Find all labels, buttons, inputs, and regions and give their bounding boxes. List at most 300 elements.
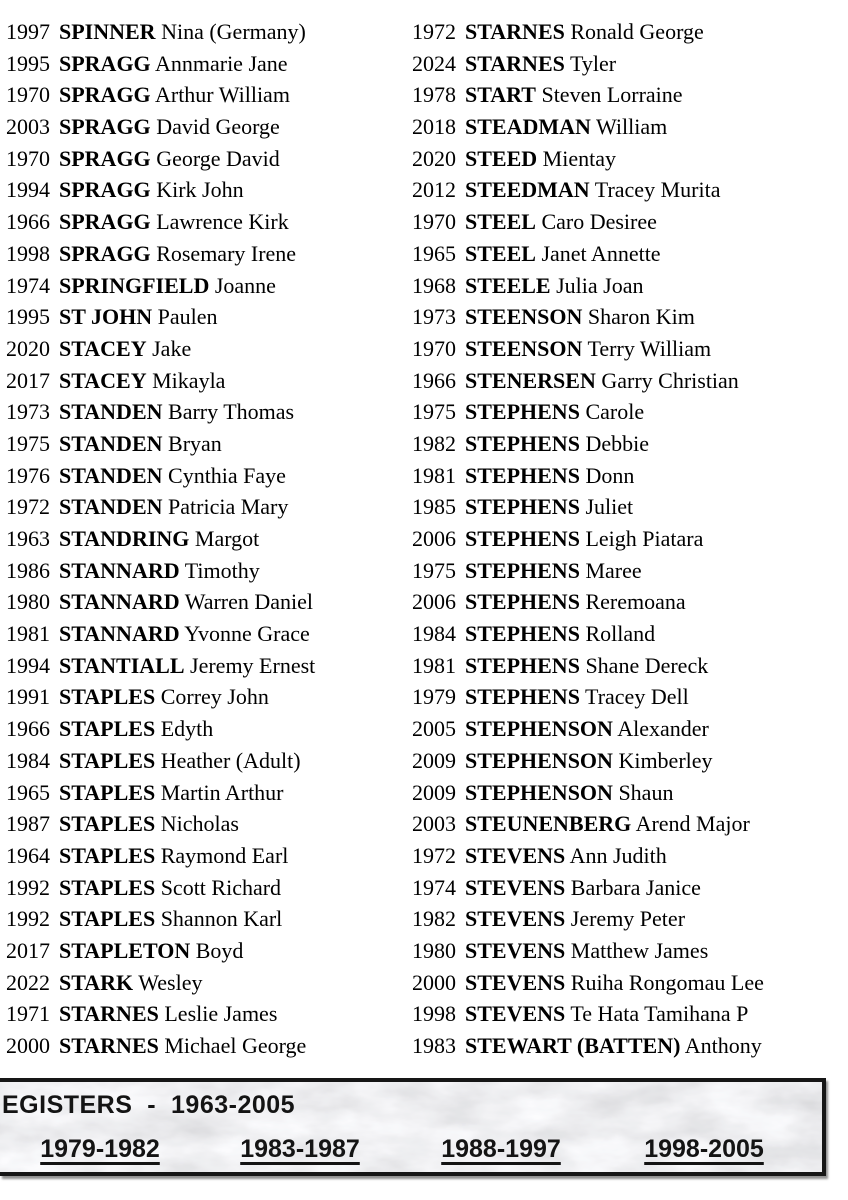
entry-surname: STEPHENS: [465, 430, 580, 456]
entry-year: 2020: [6, 335, 50, 361]
entry-name: [59, 1033, 306, 1058]
entry-year: 1972: [412, 19, 456, 44]
entry-year: 2003: [6, 114, 50, 140]
entry-year: 1966: [412, 367, 456, 393]
entry-name: [465, 82, 683, 107]
entry-name: [465, 19, 704, 44]
list-item: [412, 523, 846, 555]
entry-given-names: Wesley: [133, 969, 203, 995]
entry-name: [59, 970, 202, 995]
entry-surname: SPRAGG: [59, 145, 151, 171]
entry-surname: STEPHENS: [465, 589, 580, 615]
entry-surname: STANDEN: [59, 399, 163, 425]
entry-year: 1975: [6, 430, 50, 456]
entry-given-names: Lawrence Kirk: [150, 209, 289, 235]
entry-year: 1974: [6, 272, 50, 298]
entry-year: 1998: [6, 240, 50, 266]
entry-year: 1965: [6, 779, 50, 805]
list-item: [412, 206, 846, 238]
entry-given-names: Caro Desiree: [535, 209, 657, 235]
entry-given-names: Timothy: [179, 557, 260, 583]
list-item: [412, 777, 846, 809]
entry-given-names: Terry William: [582, 335, 712, 361]
entry-name: [59, 51, 288, 76]
entry-surname: STANNARD: [59, 589, 180, 615]
entry-name: [59, 780, 284, 805]
entry-year: 1992: [6, 906, 50, 932]
list-item: [412, 618, 846, 650]
entry-year: 1984: [412, 621, 456, 647]
entry-year: 2017: [6, 367, 50, 393]
banner-links: [0, 1082, 822, 1172]
list-item: [6, 238, 406, 270]
list-item: [6, 555, 406, 587]
list-item: [412, 903, 846, 935]
entry-surname: STEED: [465, 145, 538, 171]
entry-given-names: Jeremy Ernest: [184, 652, 316, 678]
entry-surname: STAPLES: [59, 684, 156, 710]
entry-name: [465, 684, 689, 709]
entry-given-names: Matthew James: [565, 937, 709, 963]
entry-name: [59, 273, 276, 298]
entry-given-names: Bryan: [162, 430, 222, 456]
entry-name: [59, 19, 306, 44]
entry-given-names: Ronald George: [564, 19, 704, 44]
entry-given-names: Kimberley: [612, 747, 713, 773]
entry-surname: SPRAGG: [59, 209, 151, 235]
list-item: [6, 998, 406, 1030]
entry-year: 1982: [412, 906, 456, 932]
list-item: [412, 174, 846, 206]
entry-year: 1985: [412, 494, 456, 520]
register-banner: [0, 1078, 826, 1176]
entry-year: 2020: [412, 145, 456, 171]
banner-title: EGISTERS - 1963-2005: [2, 1091, 296, 1119]
entry-surname: SPRAGG: [59, 82, 151, 108]
entry-year: 1983: [412, 1033, 456, 1058]
entry-name: [59, 368, 225, 393]
entry-surname: STEADMAN: [465, 114, 591, 140]
list-item: [412, 16, 846, 48]
entry-name: [59, 526, 259, 551]
list-item: [6, 808, 406, 840]
entry-given-names: Mikayla: [146, 367, 226, 393]
list-item: [6, 460, 406, 492]
entry-surname: STANNARD: [59, 621, 180, 647]
entry-surname: STEVENS: [465, 842, 566, 868]
entry-given-names: Shane Dereck: [579, 652, 709, 678]
entry-name: [59, 336, 191, 361]
entry-year: 1968: [412, 272, 456, 298]
register-link-1979-1982[interactable]: 1979-1982: [40, 1135, 160, 1163]
entry-name: [59, 463, 286, 488]
list-item: [412, 713, 846, 745]
list-item: [412, 681, 846, 713]
entry-name: [465, 526, 703, 551]
entry-surname: STEPHENS: [465, 399, 580, 425]
entry-year: 1970: [6, 82, 50, 108]
entry-year: 2000: [6, 1033, 50, 1058]
entry-year: 1973: [412, 304, 456, 330]
entry-given-names: Te Hata Tamihana P: [565, 1001, 749, 1027]
entry-name: [59, 146, 280, 171]
entry-given-names: George David: [150, 145, 280, 171]
list-item: [6, 206, 406, 238]
register-link-1998-2005[interactable]: 1998-2005: [644, 1135, 764, 1163]
entry-given-names: Maree: [579, 557, 642, 583]
entry-surname: STACEY: [59, 367, 147, 393]
entry-name: [465, 336, 711, 361]
entry-given-names: Nicholas: [155, 811, 239, 837]
entry-surname: STEPHENS: [465, 621, 580, 647]
entry-given-names: Rosemary Irene: [150, 240, 297, 266]
entry-year: 1986: [6, 557, 50, 583]
entry-given-names: Arthur William: [150, 82, 290, 108]
list-item: [6, 713, 406, 745]
register-column-left: [6, 16, 406, 1062]
list-item: [6, 618, 406, 650]
entry-given-names: Leigh Piatara: [579, 526, 704, 551]
list-item: [412, 396, 846, 428]
entry-year: 1980: [412, 937, 456, 963]
entry-given-names: Annmarie Jane: [150, 50, 288, 76]
entry-surname: STAPLES: [59, 716, 156, 742]
entry-given-names: Anthony: [680, 1033, 762, 1058]
entry-surname: STAPLES: [59, 811, 156, 837]
entry-year: 1995: [6, 304, 50, 330]
entry-surname: STAPLES: [59, 906, 156, 932]
entry-surname: STEPHENS: [465, 526, 580, 551]
entry-year: 1966: [6, 209, 50, 235]
entry-surname: STEPHENS: [465, 652, 580, 678]
entry-year: 1975: [412, 557, 456, 583]
entry-given-names: David George: [150, 114, 280, 140]
entry-given-names: Mientay: [537, 145, 616, 171]
entry-name: [465, 875, 701, 900]
entry-surname: STEUNENBERG: [465, 811, 632, 837]
entry-year: 1976: [6, 462, 50, 488]
entry-year: 2012: [412, 177, 456, 203]
list-item: [412, 365, 846, 397]
entry-given-names: Garry Christian: [595, 367, 739, 393]
entry-surname: STANTIALL: [59, 652, 185, 678]
entry-given-names: Sharon Kim: [582, 304, 695, 330]
entry-given-names: Boyd: [190, 937, 244, 963]
entry-name: [465, 51, 616, 76]
entry-name: [465, 653, 708, 678]
entry-year: 1998: [412, 1001, 456, 1027]
register-link-1983-1987[interactable]: 1983-1987: [240, 1135, 360, 1163]
entry-name: [465, 970, 764, 995]
entry-given-names: Paulen: [152, 304, 218, 330]
list-item: [6, 396, 406, 428]
entry-year: 1972: [412, 842, 456, 868]
entry-given-names: Michael George: [158, 1033, 307, 1058]
entry-surname: SPRAGG: [59, 114, 151, 140]
list-item: [412, 1030, 846, 1062]
list-item: [6, 48, 406, 80]
entry-year: 1974: [412, 874, 456, 900]
entry-name: [59, 716, 213, 741]
register-link-1988-1997[interactable]: 1988-1997: [441, 1135, 561, 1163]
entry-surname: STEELE: [465, 272, 551, 298]
entry-name: [465, 843, 667, 868]
list-item: [412, 270, 846, 302]
entry-given-names: Patricia Mary: [162, 494, 289, 520]
entry-name: [59, 875, 281, 900]
entry-year: 2006: [412, 526, 456, 551]
entry-surname: STEPHENS: [465, 494, 580, 520]
list-item: [412, 650, 846, 682]
entry-surname: STANDEN: [59, 430, 163, 456]
entry-year: 1981: [412, 462, 456, 488]
entry-year: 2009: [412, 747, 456, 773]
entry-name: [465, 558, 642, 583]
entry-surname: STARNES: [59, 1033, 159, 1058]
entry-year: 1995: [6, 50, 50, 76]
entry-year: 1970: [412, 335, 456, 361]
entry-year: 1997: [6, 19, 50, 44]
entry-year: 1970: [6, 145, 50, 171]
entry-given-names: Jeremy Peter: [565, 906, 686, 932]
list-item: [6, 935, 406, 967]
list-item: [412, 586, 846, 618]
entry-name: [465, 431, 649, 456]
list-item: [6, 967, 406, 999]
entry-name: [59, 843, 288, 868]
entry-given-names: Reremoana: [579, 589, 686, 615]
entry-surname: STAPLES: [59, 779, 156, 805]
entry-name: [465, 177, 720, 202]
entry-given-names: Yvonne Grace: [179, 621, 310, 647]
entry-given-names: Joanne: [209, 272, 276, 298]
entry-year: 1978: [412, 82, 456, 108]
entry-name: [59, 684, 269, 709]
entry-name: [465, 1001, 748, 1026]
list-item: [412, 48, 846, 80]
entry-given-names: Barry Thomas: [162, 399, 295, 425]
list-item: [412, 428, 846, 460]
entry-surname: STEEL: [465, 240, 536, 266]
entry-given-names: Steven Lorraine: [535, 82, 683, 108]
entry-year: 1973: [6, 399, 50, 425]
entry-year: 1966: [6, 716, 50, 742]
entry-surname: STEPHENSON: [465, 716, 613, 742]
list-item: [412, 301, 846, 333]
entry-surname: STACEY: [59, 335, 147, 361]
list-item: [6, 79, 406, 111]
list-item: [6, 872, 406, 904]
list-item: [412, 872, 846, 904]
list-item: [6, 586, 406, 618]
entry-name: [59, 906, 282, 931]
entry-surname: STAPLETON: [59, 937, 191, 963]
list-item: [6, 174, 406, 206]
entry-surname: STARK: [59, 969, 134, 995]
list-item: [412, 333, 846, 365]
entry-given-names: Janet Annette: [535, 240, 661, 266]
register-column-right: [412, 16, 846, 1062]
entry-given-names: Martin Arthur: [155, 779, 284, 805]
entry-given-names: Nina (Germany): [155, 19, 306, 44]
entry-name: [59, 209, 289, 234]
entry-given-names: Cynthia Faye: [162, 462, 286, 488]
list-item: [6, 16, 406, 48]
list-item: [6, 777, 406, 809]
entry-name: [465, 906, 685, 931]
entry-given-names: William: [590, 114, 668, 140]
entry-year: 2005: [412, 716, 456, 742]
list-item: [412, 555, 846, 587]
entry-given-names: Rolland: [579, 621, 656, 647]
entry-name: [465, 368, 739, 393]
entry-year: 2009: [412, 779, 456, 805]
entry-surname: STEEDMAN: [465, 177, 590, 203]
entry-given-names: Jake: [146, 335, 192, 361]
entry-given-names: Donn: [579, 462, 635, 488]
entry-surname: SPRAGG: [59, 177, 151, 203]
entry-year: 2022: [6, 969, 50, 995]
entry-year: 1984: [6, 747, 50, 773]
entry-year: 1991: [6, 684, 50, 710]
entry-surname: STEENSON: [465, 335, 583, 361]
entry-year: 2003: [412, 811, 456, 837]
entry-surname: STEVENS: [465, 937, 566, 963]
entry-given-names: Arend Major: [631, 811, 750, 837]
entry-surname: SPRINGFIELD: [59, 272, 210, 298]
list-item: [412, 491, 846, 523]
entry-name: [465, 748, 713, 773]
list-item: [412, 967, 846, 999]
entry-surname: STENERSEN: [465, 367, 596, 393]
entry-name: [465, 273, 644, 298]
entry-name: [59, 82, 290, 107]
entry-year: 2018: [412, 114, 456, 140]
entry-name: [59, 748, 301, 773]
entry-surname: STEWART (BATTEN): [465, 1033, 681, 1058]
list-item: [6, 491, 406, 523]
entry-name: [59, 177, 244, 202]
entry-surname: ST JOHN: [59, 304, 153, 330]
entry-given-names: Margot: [189, 526, 260, 551]
entry-year: 1963: [6, 526, 50, 551]
entry-surname: STANDRING: [59, 526, 190, 551]
entry-name: [465, 146, 616, 171]
entry-given-names: Correy John: [155, 684, 269, 710]
entry-given-names: Carole: [579, 399, 645, 425]
list-item: [412, 840, 846, 872]
entry-year: 2017: [6, 937, 50, 963]
entry-given-names: Ruiha Rongomau Lee: [565, 969, 764, 995]
entry-name: [59, 589, 313, 614]
list-item: [412, 808, 846, 840]
entry-name: [465, 716, 709, 741]
list-item: [412, 111, 846, 143]
entry-surname: STEEL: [465, 209, 536, 235]
entry-surname: STAPLES: [59, 842, 156, 868]
entry-year: 1994: [6, 652, 50, 678]
entry-surname: STEVENS: [465, 969, 566, 995]
entry-name: [59, 431, 222, 456]
list-item: [6, 143, 406, 175]
entry-given-names: Tracey Dell: [579, 684, 689, 710]
list-item: [6, 840, 406, 872]
entry-surname: STAPLES: [59, 747, 156, 773]
entry-name: [465, 114, 667, 139]
entry-year: 1981: [412, 652, 456, 678]
entry-surname: STANDEN: [59, 462, 163, 488]
list-item: [6, 428, 406, 460]
entry-name: [59, 558, 260, 583]
entry-year: 2024: [412, 50, 456, 76]
entry-name: [59, 241, 296, 266]
list-item: [412, 935, 846, 967]
entry-year: 1987: [6, 811, 50, 837]
list-item: [6, 365, 406, 397]
entry-name: [465, 209, 657, 234]
entry-given-names: Kirk John: [150, 177, 244, 203]
entry-surname: STAPLES: [59, 874, 156, 900]
entry-name: [465, 494, 633, 519]
entry-given-names: Barbara Janice: [565, 874, 701, 900]
entry-surname: STEPHENS: [465, 462, 580, 488]
list-item: [412, 143, 846, 175]
entry-given-names: Ann Judith: [565, 842, 667, 868]
entry-surname: STEENSON: [465, 304, 583, 330]
entry-surname: SPINNER: [59, 19, 156, 44]
entry-surname: SPRAGG: [59, 50, 151, 76]
entry-name: [59, 494, 288, 519]
entry-name: [465, 241, 661, 266]
list-item: [6, 650, 406, 682]
entry-surname: START: [465, 82, 536, 108]
entry-given-names: Debbie: [579, 430, 649, 456]
entry-name: [59, 811, 239, 836]
entry-year: 1982: [412, 430, 456, 456]
entry-name: [465, 780, 673, 805]
entry-surname: STANDEN: [59, 494, 163, 520]
list-item: [412, 998, 846, 1030]
entry-surname: STARNES: [59, 1001, 159, 1027]
entry-surname: SPRAGG: [59, 240, 151, 266]
entry-surname: STEVENS: [465, 874, 566, 900]
entry-name: [59, 938, 243, 963]
list-item: [412, 460, 846, 492]
list-item: [6, 523, 406, 555]
entry-name: [59, 304, 218, 329]
entry-year: 1975: [412, 399, 456, 425]
entry-name: [465, 938, 708, 963]
entry-name: [465, 1033, 762, 1058]
entry-name: [59, 114, 280, 139]
entry-given-names: Heather (Adult): [155, 747, 301, 773]
entry-surname: STARNES: [465, 19, 565, 44]
entry-year: 1994: [6, 177, 50, 203]
list-item: [412, 79, 846, 111]
entry-given-names: Scott Richard: [155, 874, 282, 900]
entry-name: [465, 399, 644, 424]
entry-year: 1965: [412, 240, 456, 266]
entry-surname: STEPHENSON: [465, 779, 613, 805]
entry-name: [59, 1001, 277, 1026]
list-item: [412, 238, 846, 270]
list-item: [6, 903, 406, 935]
entry-given-names: Edyth: [155, 716, 214, 742]
entry-given-names: Leslie James: [158, 1001, 278, 1027]
entry-year: 1980: [6, 589, 50, 615]
entry-name: [59, 399, 294, 424]
list-item: [6, 333, 406, 365]
